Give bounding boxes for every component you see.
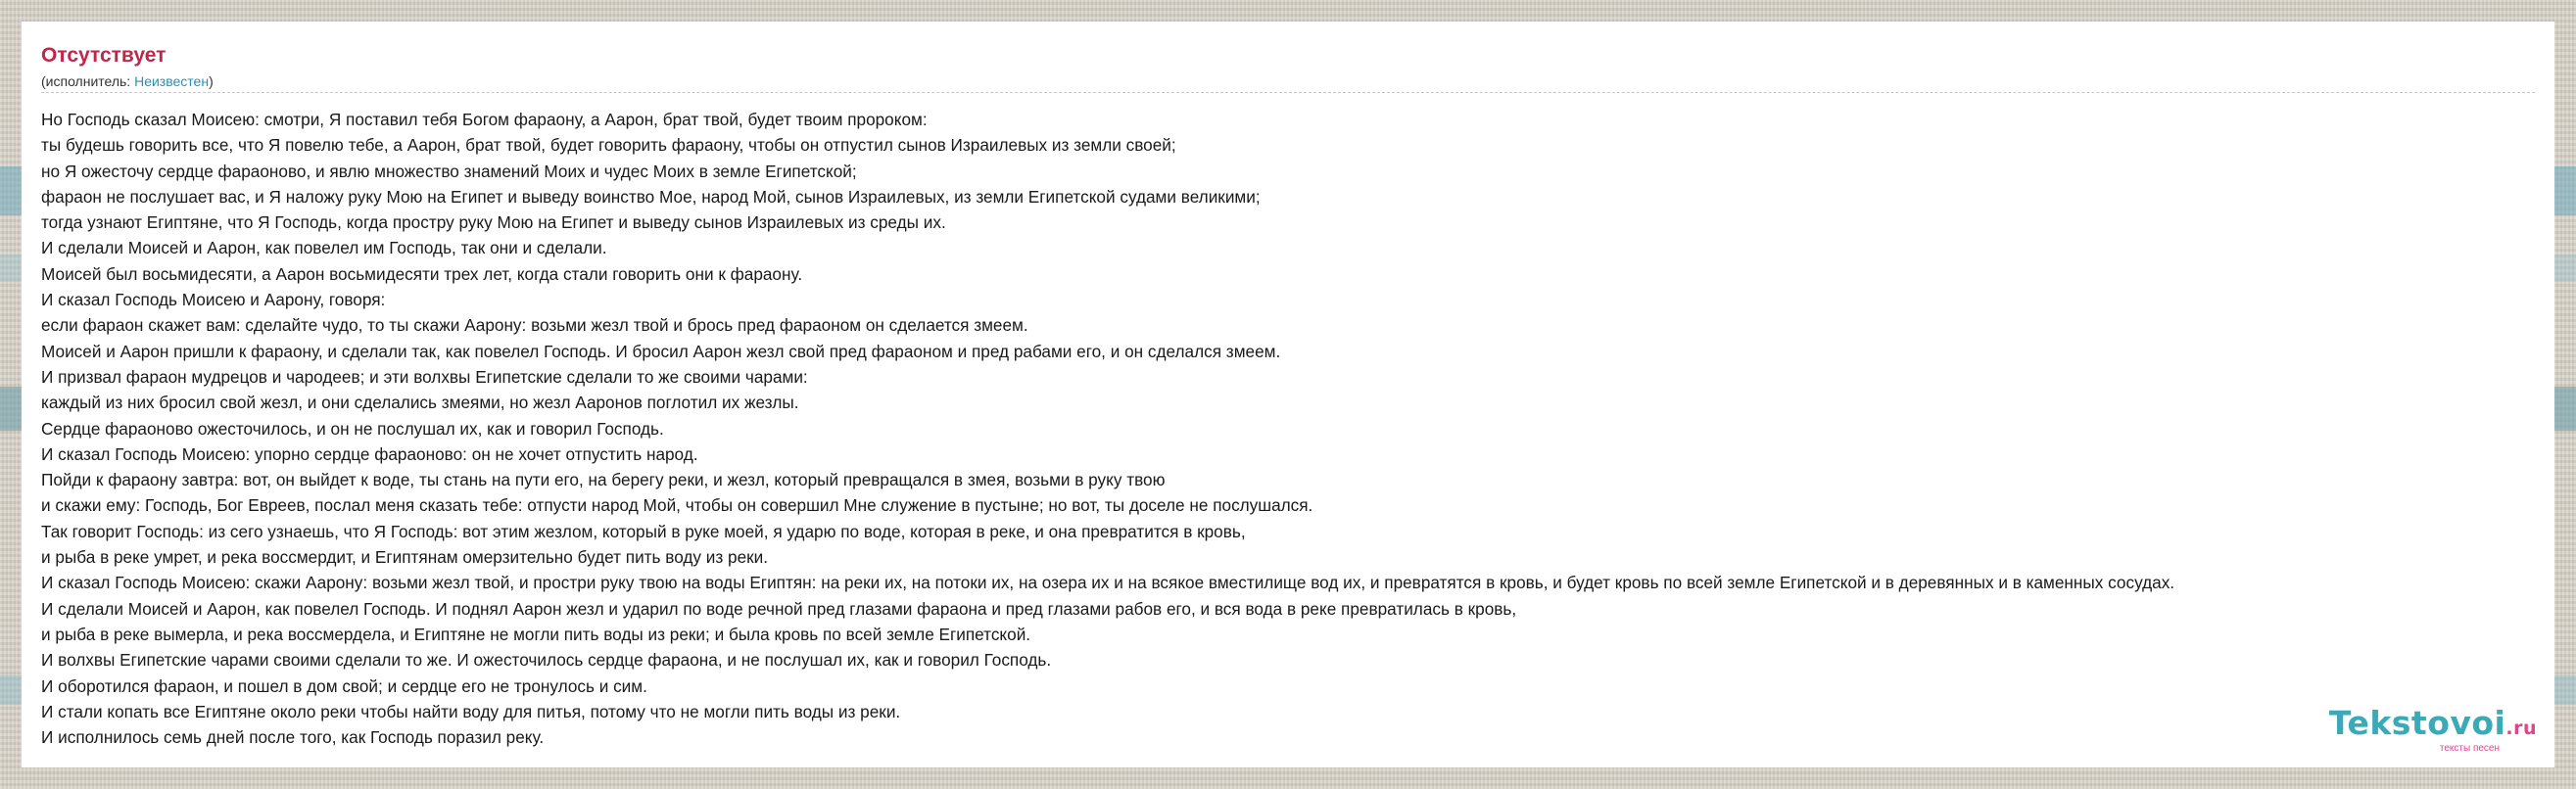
lyrics-line: И сказал Господь Моисею: упорно сердце фараоново: он не хочет отпустить народ.: [41, 443, 698, 464]
lyrics-line: И стали копать все Египтяне около реки чтобы найти воду для питья, потому что не могли пить воды из реки.: [41, 701, 901, 721]
lyrics-line: И сказал Господь Моисею и Аарону, говоря:: [41, 290, 386, 310]
artist-line: [41, 72, 2535, 90]
lyrics-line: фараон не послушает вас, и Я наложу руку Мою на Египет и выведу воинство Мое, народ Мой, сынов Израилевых, из земли Египетской судами великими;: [41, 186, 1261, 207]
lyrics-line: но Я ожесточу сердце фараоново, и явлю множество знамений Моих и чудес Моих в земле Египетской;: [41, 161, 857, 181]
artist-prefix: (исполнитель:: [41, 73, 135, 89]
site-logo[interactable]: [2328, 704, 2537, 754]
lyrics-line: и рыба в реке вымерла, и река воссмердела, и Египтяне не могли пить воды из реки; и была кровь по всей земле Египетской.: [41, 624, 1031, 644]
lyrics-line: И волхвы Египетские чарами своими сделали то же. И ожесточилось сердце фараона, и не послушал их, как и говорил Господь.: [41, 650, 1052, 671]
lyrics-line: если фараон скажет вам: сделайте чудо, то ты скажи Аарону: возьми жезл твой и брось пред фараоном он сделается змеем.: [41, 315, 1028, 336]
lyrics-line: И исполнилось семь дней после того, как Господь поразил реку.: [41, 727, 545, 748]
title-divider: [41, 92, 2535, 93]
lyrics-line: тогда узнают Египтяне, что Я Господь, когда простру руку Мою на Египет и выведу сынов Израилевых из среды их.: [41, 212, 946, 233]
lyrics-line: Моисей был восьмидесяти, а Аарон восьмидесяти трех лет, когда стали говорить они к фараону.: [41, 263, 803, 284]
lyrics-line: И сделали Моисей и Аарон, как повелел Господь. И поднял Аарон жезл и ударил по воде речной пред глазами фараона и пред глазами рабов его, и вся вода в реке превратилась в кровь,: [41, 598, 1517, 619]
logo-wordmark: [2328, 704, 2537, 745]
lyrics-line: и рыба в реке умрет, и река воссмердит, и Египтянам омерзительно будет пить воду из реки.: [41, 547, 769, 568]
lyrics-line: Но Господь сказал Моисею: смотри, Я поставил тебя Богом фараону, а Аарон, брат твой, будет твоим пророком:: [41, 110, 928, 129]
lyrics-line: и скажи ему: Господь, Бог Евреев, послал меня сказать тебе: отпусти народ Мой, чтобы он совершил Мне служение в пустыне; но вот, ты доселе не послушался.: [41, 495, 1313, 516]
lyrics-line: Сердце фараоново ожесточилось, и он не послушал их, как и говорил Господь.: [41, 418, 664, 439]
song-title: Отсутствует: [41, 44, 167, 67]
lyrics-line: Пойди к фараону завтра: вот, он выйдет к воде, ты стань на пути его, на берегу реки, и жезл, который превращался в змея, возьми в руку твою: [41, 470, 1166, 490]
lyrics-line: И призвал фараон мудрецов и чародеев; и эти волхвы Египетские сделали то же своими чарами:: [41, 366, 808, 387]
lyrics-text: [41, 107, 2535, 750]
logo-domain-suffix: .ru: [2505, 718, 2537, 739]
lyrics-line: Моисей и Аарон пришли к фараону, и сделали так, как повелел Господь. И бросил Аарон жезл свой пред фараоном и пред рабами его, и он сделался змеем.: [41, 341, 1281, 361]
lyrics-line: Так говорит Господь: из сего узнаешь, что Я Господь: вот этим жезлом, который в руке моей, я ударю по воде, которая в реке, и она превратится в кровь,: [41, 521, 1246, 541]
logo-main-text: Tekstovoi: [2328, 704, 2506, 742]
artist-link[interactable]: Неизвестен: [134, 73, 210, 89]
lyrics-line: ты будешь говорить все, что Я повелю тебе, а Аарон, брат твой, будет говорить фараону, чтобы он отпустил сынов Израилевых из земли своей;: [41, 135, 1176, 156]
lyrics-line: И сказал Господь Моисею: скажи Аарону: возьми жезл твой, и простри руку твою на воды Египтян: на реки их, на потоки их, на озера их и на всякое вместилище вод их, и превратятся в кровь, и будет кровь по всей земле Египетской и в деревянных и в каменных сосудах.: [41, 573, 2175, 593]
lyrics-line: И оборотился фараон, и пошел в дом свой; и сердце его не тронулось и сим.: [41, 675, 647, 696]
logo-tagline: тексты песен: [2439, 743, 2500, 754]
lyrics-card: [22, 22, 2554, 767]
lyrics-line: каждый из них бросил свой жезл, и они сделались змеями, но жезл Ааронов поглотил их жезлы.: [41, 393, 799, 413]
lyrics-line: И сделали Моисей и Аарон, как повелел им Господь, так они и сделали.: [41, 238, 607, 258]
artist-suffix: ): [209, 73, 214, 89]
